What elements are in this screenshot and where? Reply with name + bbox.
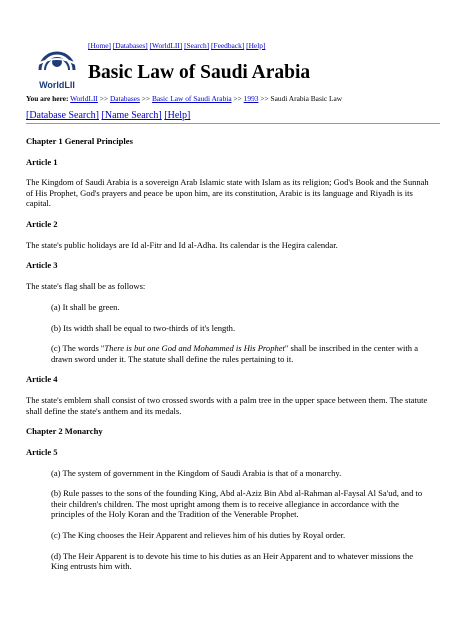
article-heading: Article 1 bbox=[26, 156, 58, 167]
article-text: The state's emblem shall consist of two crossed swords with a palm tree in the upper space between them. The statute shall define the state's anthem and its medals. bbox=[26, 395, 428, 416]
clause-text: (a) It shall be green. bbox=[51, 301, 120, 312]
article-heading: Article 5 bbox=[26, 446, 58, 457]
nav-databases-link[interactable]: [Databases] bbox=[112, 41, 148, 50]
breadcrumb-current: Saudi Arabia Basic Law bbox=[270, 94, 343, 103]
chapter-heading: Chapter 2 Monarchy bbox=[26, 426, 103, 437]
top-navigation bbox=[88, 41, 265, 50]
document-body bbox=[26, 136, 430, 582]
page-title: Basic Law of Saudi Arabia bbox=[88, 62, 311, 83]
article-text: The state's flag shall be as follows: bbox=[26, 281, 146, 292]
breadcrumb-link-1993[interactable]: 1993 bbox=[243, 94, 259, 103]
search-links bbox=[26, 110, 190, 121]
article-text: The state's public holidays are Id al-Fitr and Id al-Adha. Its calendar is the Hegira calendar. bbox=[26, 239, 338, 250]
clause-text: (a) The system of government in the Kingdom of Saudi Arabia is that of a monarchy. bbox=[51, 467, 342, 478]
breadcrumb-link-worldlii[interactable]: WorldLII bbox=[70, 94, 98, 103]
globe-icon bbox=[33, 44, 81, 92]
name-search-link[interactable]: [Name Search] bbox=[101, 110, 162, 121]
help-link[interactable]: [Help] bbox=[164, 110, 191, 121]
divider bbox=[26, 123, 440, 124]
nav-worldlii-link[interactable]: [WorldLII] bbox=[149, 41, 183, 50]
nav-help-link[interactable]: [Help] bbox=[246, 41, 266, 50]
chapter-heading: Chapter 1 General Principles bbox=[26, 136, 133, 146]
article-heading: Article 3 bbox=[26, 260, 58, 271]
clause-text-end: " shall be inscribed in the center with a drawn sword under it. The statute shall define the rules pertaining to it. bbox=[51, 343, 418, 364]
database-search-link[interactable]: [Database Search] bbox=[26, 110, 100, 121]
nav-feedback-link[interactable]: [Feedback] bbox=[211, 41, 245, 50]
logo-text: WorldLII bbox=[39, 80, 75, 90]
clause-quote: There is but one God and Mohammed is His Prophet bbox=[104, 343, 285, 354]
worldlii-logo[interactable] bbox=[33, 44, 81, 92]
article-heading: Article 2 bbox=[26, 219, 58, 230]
breadcrumb-separator: >> bbox=[141, 94, 151, 103]
breadcrumb-label: You are here: bbox=[26, 94, 69, 103]
nav-home-link[interactable]: [Home] bbox=[88, 41, 111, 50]
clause-text: (d) The Heir Apparent is to devote his time to his duties as an Heir Apparent and to whatever missions the King entrusts him with. bbox=[51, 550, 414, 572]
breadcrumb-separator: >> bbox=[233, 94, 242, 103]
breadcrumb-separator: >> bbox=[260, 94, 269, 103]
breadcrumb-link-basic-law[interactable]: Basic Law of Saudi Arabia bbox=[151, 94, 232, 103]
clause-text: (b) Rule passes to the sons of the founding King, Abd al-Aziz Bin Abd al-Rahman al-Faysal Al Sa'ud, and to their children's children. The most upright among them is to receive allegiance in accordance with the principles of the Holy Koran and the Tradition of the Venerable Prophet. bbox=[51, 488, 423, 520]
breadcrumb-link-databases[interactable]: Databases bbox=[109, 94, 140, 103]
clause-text-start: (c) The words " bbox=[51, 343, 105, 354]
clause-text: (b) Its width shall be equal to two-thirds of it's length. bbox=[51, 322, 236, 333]
clause-text bbox=[51, 343, 430, 364]
nav-search-link[interactable]: [Search] bbox=[184, 41, 210, 50]
breadcrumb-separator: >> bbox=[99, 94, 109, 103]
article-heading: Article 4 bbox=[26, 374, 58, 385]
article-text: The Kingdom of Saudi Arabia is a sovereign Arab Islamic state with Islam as its religion; God's Book and the Sunnah of His Prophet, God's prayers and peace be upon him, are its constitution, Arabic is its language and Riyadh is its capital. bbox=[26, 177, 429, 209]
clause-text: (c) The King chooses the Heir Apparent and relieves him of his duties by Royal order. bbox=[51, 530, 346, 540]
breadcrumb bbox=[26, 94, 342, 103]
